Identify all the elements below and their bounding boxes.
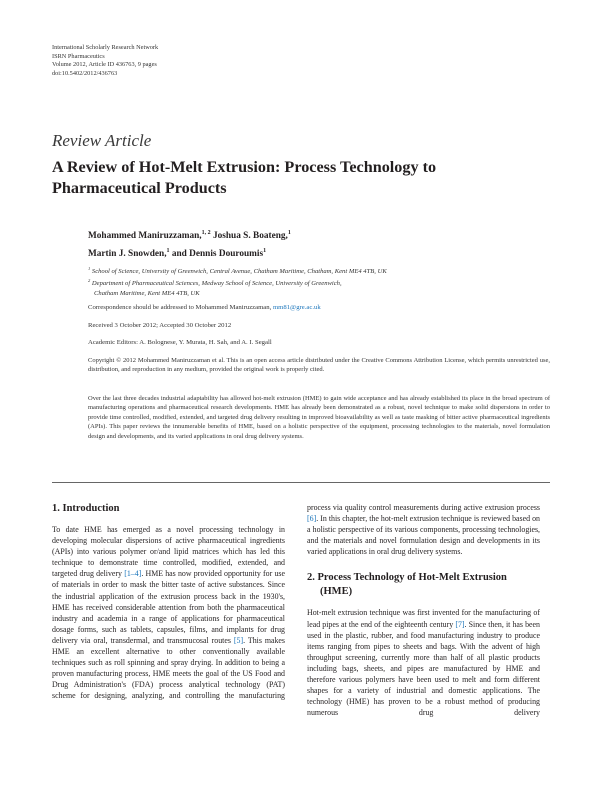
author-name: Mohammed Maniruzzaman, [88, 231, 202, 242]
copyright-notice: Copyright © 2012 Mohammed Maniruzzaman et al. This is an open access article distributed under the Creative Commons Attribution License, which permits unrestricted use, distribution, and reproduction in any medium, provided the original work is properly cited. [88, 357, 550, 374]
title-line-2: Pharmaceutical Products [52, 179, 227, 197]
correspondence [88, 304, 321, 311]
column-right [307, 502, 540, 718]
author-name: Martin J. Snowden, [88, 248, 167, 259]
author-affil-sup: 1 [263, 247, 267, 254]
paragraph-text: To date HME has emerged as a novel processing technology in developing molecular dispersions of active pharmaceutical ingredients (APIs) into various polymer or/and lipid matrices which has led this technique to demonstrate time controlled, modified, extended, and targeted drug delivery [52, 525, 285, 579]
column-left [52, 502, 285, 702]
author-affil-sup: 1, 2 [201, 230, 211, 236]
article-title [52, 157, 522, 199]
intro-paragraph [52, 524, 285, 702]
affil-sup: 2 [88, 278, 91, 284]
author-affil-sup: 1 [166, 247, 170, 254]
affiliation-line: School of Science, University of Greenwich, Central Avenue, Chatham Maritime, Chatham, Kent ME4 4TB, UK [90, 268, 387, 276]
abstract: Over the last three decades industrial adaptability has allowed hot-melt extrusion (HME) to gain wide acceptance and has already established its place in the broad spectrum of manufacturing operations and pharmaceutical research developments. HME has already been demonstrated as a robust, novel technique to make solid dispersions in order to provide time controlled, modified, extended, and targeted drug delivery resulting in improved bioavailability as well as taste masking of bitter active pharmaceutical ingredients (APIs). This paper reviews the innumerable benefits of HME, based on a holistic perspective of the equipment, processing technologies to the materials, novel formulation design and developments, and its varied applications in oral drug delivery systems. [88, 395, 550, 440]
citation-link[interactable]: [1–4] [124, 569, 142, 579]
author-name: and Dennis Douroumis [169, 248, 264, 259]
paragraph-text: . Since then, it has been used in the plastic, rubber, and food manufacturing industry to produce items ranging from pipes to sheets and bags. With the advent of high throughput screening, currently more than half of all plastic products including bags, sheets, and pipes are manufactured by HME and therefore various polymers have been used to melt and form different shapes for a variety of industrial and domestic applications. The technology (HME) has proven to be a robust method of producing numerous drug delivery [307, 619, 540, 718]
intro-continuation-paragraph [307, 502, 540, 557]
paragraph-text: Hot-melt extrusion technique was first invented for the manufacturing of lead pipes at the end of the eighteenth century [307, 608, 540, 629]
affiliation-line: Chatham Maritime, Kent ME4 4TB, UK [94, 289, 200, 297]
affil-sup: 1 [88, 266, 91, 271]
affiliation-line: Department of Pharmaceutical Sciences, Medway School of Science, University of Greenwich, [90, 280, 342, 288]
title-line-1: A Review of Hot-Melt Extrusion: Process Technology to [52, 158, 437, 176]
author-name: Joshua S. Boateng, [210, 231, 288, 242]
process-technology-paragraph [307, 607, 540, 718]
citation-link[interactable]: [5] [233, 635, 244, 645]
journal-doi: doi:10.5402/2012/436763 [52, 70, 118, 78]
affiliations [88, 264, 548, 298]
journal-network: International Scholarly Research Network [52, 44, 159, 51]
journal-info [52, 44, 158, 79]
received-dates: Received 3 October 2012; Accepted 30 October 2012 [88, 322, 232, 329]
paragraph-text: . In this chapter, the hot-melt extrusion technique is reviewed based on a holistic perspective of its various components, processing technologies, and the materials and novel formulation design and developments in its varied applications in oral drug delivery systems. [307, 514, 540, 557]
paragraph-text: . This makes HME an excellent alternative to other conventionally available techniques such as roll spinning and spray drying. In addition to being a proven manufacturing process, HME meets the goal of the US Food and Drug Administration's (FDA) process analytical technology (PAT) scheme for designing, analyzing, and controlling the manufacturing [52, 635, 285, 701]
author-list [88, 226, 488, 261]
journal-name: ISRN Pharmaceutics [52, 52, 105, 60]
section-heading-process-technology: 2. Process Technology of Hot-Melt Extrusion (HME) [307, 572, 507, 598]
author-affil-sup: 1 [287, 230, 291, 236]
section-heading-introduction: 1. Introduction [52, 503, 120, 514]
paragraph-text: . HME has now provided opportunity for use of materials in order to mask the bitter taste of active substances. Since the industrial application of the extrusion process back in the 1930's, HME has received considerable attention from both the pharmaceutical industry and academia in a range of applications for pharmaceutical dosage forms, such as tablets, capsules, films, and implants for drug delivery via oral, transdermal, and transmucosal routes [52, 569, 285, 645]
academic-editors: Academic Editors: A. Bolognese, Y. Murata, H. Sah, and A. I. Segall [88, 339, 272, 346]
citation-link[interactable]: [6] [307, 514, 317, 524]
correspondence-text: Correspondence should be addressed to Mohammed Maniruzzaman, [88, 304, 273, 311]
section-divider [52, 482, 550, 483]
email-link[interactable]: mm81@gre.ac.uk [272, 304, 321, 311]
citation-link[interactable]: [7] [455, 619, 465, 629]
journal-volume: Volume 2012, Article ID 436763, 9 pages [52, 61, 157, 69]
article-type: Review Article [52, 131, 152, 150]
paragraph-text: process via quality control measurements during active extrusion process [307, 503, 540, 512]
